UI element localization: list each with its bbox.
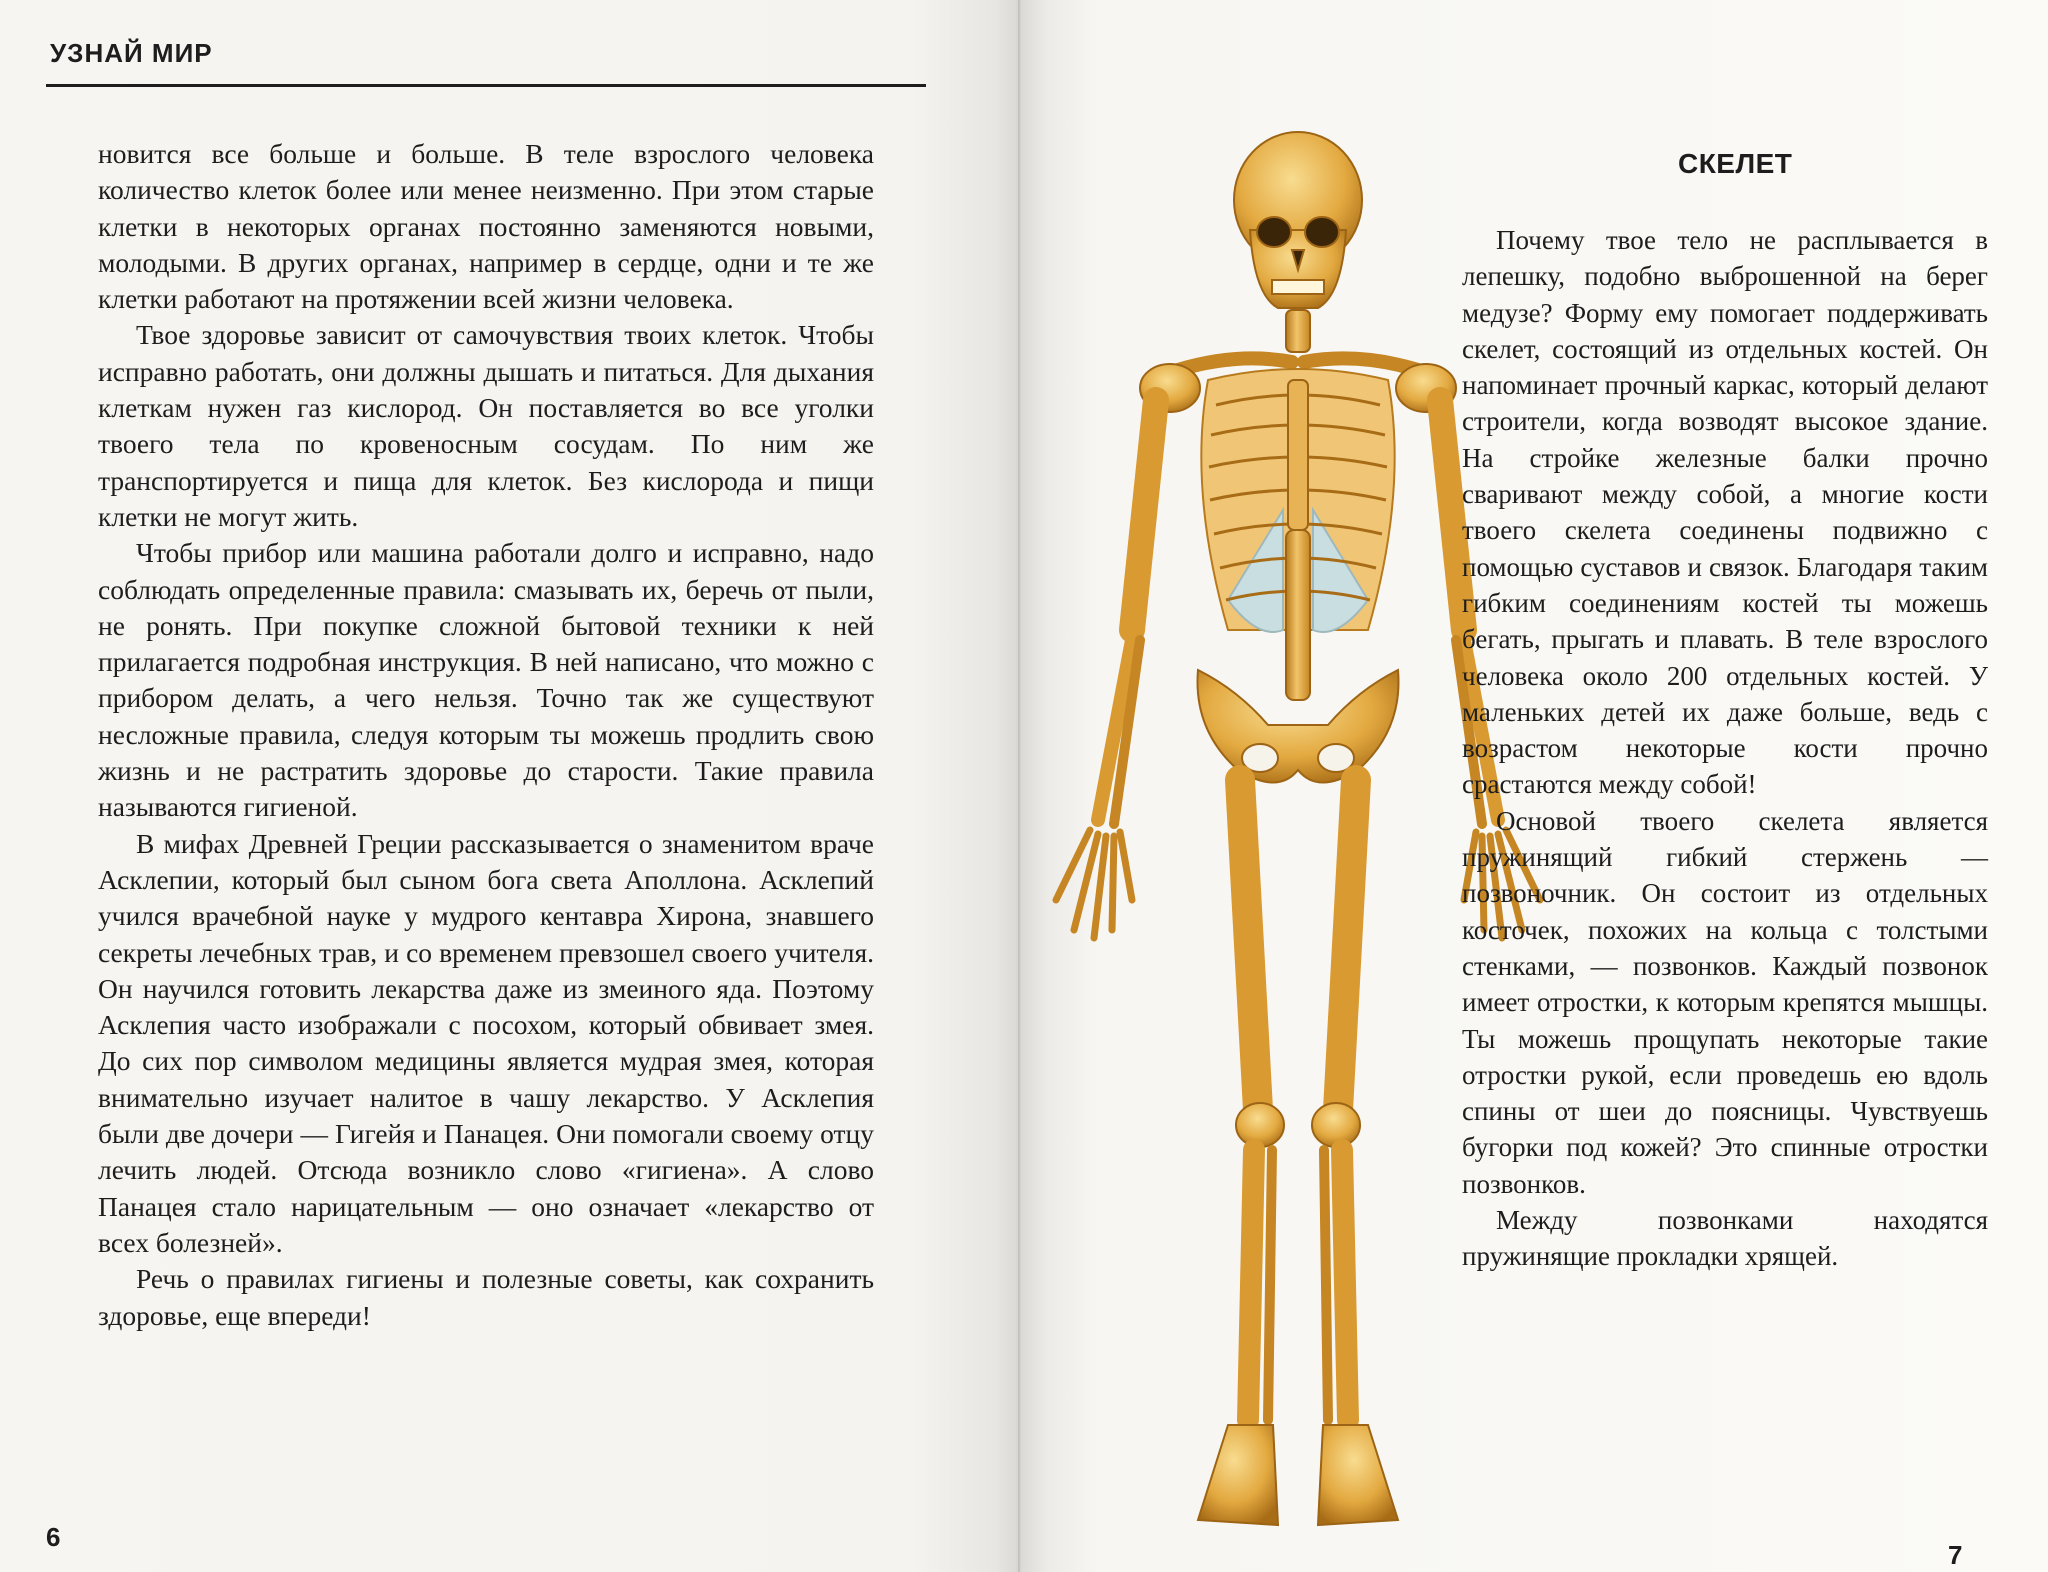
- paragraph: Почему твое тело не расплывается в лепешку, подобно выброшенной на берег медузе? Форму ему помогает поддерживать скелет, состоящий из отдельных костей. Он напоминает прочный каркас, который делают строители, когда возводят высокое здание. На стройке железные балки прочно сваривают между собой, а многие кости твоего скелета соединены подвижно с помощью суставов и связок. Благодаря таким гибким соединениям костей ты можешь бегать, прыгать и плавать. В теле взрослого человека около 200 отдельных костей. У маленьких детей их даже больше, ведь с возрастом некоторые кости прочно срастаются между собой!: [1462, 225, 1988, 800]
- header-rule: [46, 84, 926, 87]
- paragraph: Твое здоровье зависит от самочувствия твоих клеток. Чтобы исправно работать, они должны дышать и питаться. Для дыхания клеткам нужен газ кислород. Он поставляется во все уголки твоего тела по кровеносным сосудам. По ним же транспортируется и пища для клеток. Без кислорода и пищи клетки не могут жить.: [98, 319, 874, 532]
- paragraph: Между позвонками находятся пружинящие прокладки хрящей.: [1462, 1205, 1988, 1272]
- paragraph: В мифах Древней Греции рассказывается о знаменитом враче Асклепии, который был сыном бога света Аполлона. Асклепий учился врачебной науке у мудрого кентавра Хирона, знавшего секреты лечебных трав, и со временем превзошел своего учителя. Он научился готовить лекарства даже из змеиного яда. Поэтому Асклепия часто изображали с посохом, который обвивает змея. До сих пор символом медицины является мудрая змея, которая внимательно изучает налитое в чашу лекарство. У Асклепия были две дочери — Гигейя и Панацея. Они помогали своему отцу лечить людей. Отсюда возникло слово «гигиена». А слово Панацея стало нарицательным — оно означает «лекарство от всех болезней».: [98, 827, 874, 1258]
- paragraph: Речь о правилах гигиены и полезные советы, как сохранить здоровье, еще впереди!: [98, 1263, 874, 1331]
- paragraph: новится все больше и больше. В теле взрослого человека количество клеток более или менее неизменно. При этом старые клетки в некоторых органах постоянно заменяются новыми, молодыми. В других органах, например в сердце, одни и те же клетки работают на протяжении всей жизни человека.: [98, 138, 874, 315]
- running-head: УЗНАЙ МИР: [50, 38, 213, 68]
- page-number-right: 7: [1948, 1540, 1963, 1570]
- book-gutter: [1018, 0, 1022, 1572]
- paragraph: Чтобы прибор или машина работали долго и исправно, надо соблюдать определенные правила: смазывать их, беречь от пыли, не ронять. При покупке сложной бытовой техники к ней прилагается подробная инструкция. В ней написано, что можно с прибором делать, а чего нельзя. Точно так же существуют несложные правила, следуя которым ты можешь продлить свою жизнь и не растратить здоровье до старости. Такие правила называются гигиеной.: [98, 537, 874, 823]
- left-page-text: [98, 136, 874, 1334]
- page-number-left: 6: [46, 1522, 61, 1552]
- paragraph: Основой твоего скелета является пружинящий гибкий стержень — позвоночник. Он состоит из отдельных косточек, похожих на кольца с толстыми стенками, — позвонков. Каждый позвонок имеет отростки, к которым крепятся мышцы. Ты можешь прощупать некоторые такие отростки рукой, если проведешь ею вдоль спины от шеи до поясницы. Чувствуешь бугорки под кожей? Это спинные отростки позвонков.: [1462, 805, 1988, 1199]
- right-page-text: [1462, 222, 1988, 1275]
- left-page: [0, 0, 1016, 1572]
- section-title: СКЕЛЕТ: [1678, 148, 1793, 179]
